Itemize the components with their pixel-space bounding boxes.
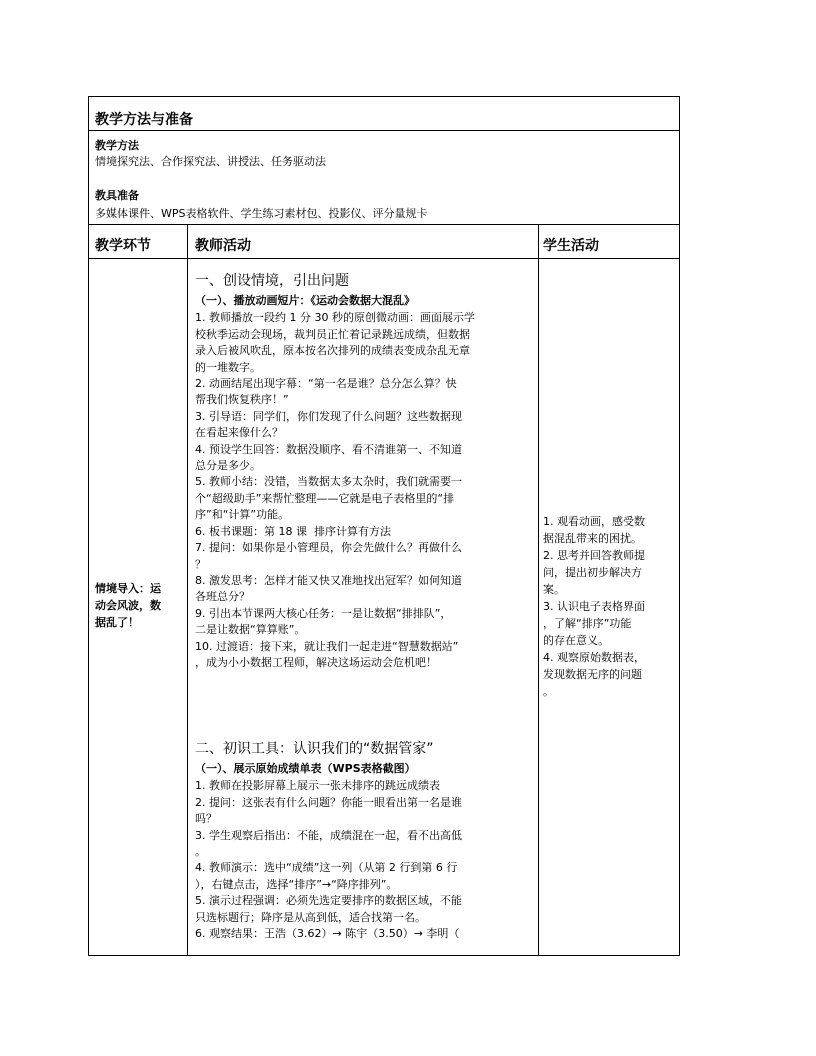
text-line: 序”和“计算”功能。 <box>195 508 290 522</box>
teacher-part-2 <box>195 739 529 942</box>
text-line: 吗？ <box>195 812 217 826</box>
part2-subheading: （一）、展示原始成绩单表（WPS表格截图） <box>195 762 416 775</box>
text-line: 9. 引出本节课两大核心任务：一是让数据“排排队”， <box>195 606 452 620</box>
text-line: ，成为小小数据工程师，解决这场运动会危机吧！ <box>195 655 437 669</box>
stage-line: 据乱了！ <box>95 616 139 629</box>
text-line: 1. 教师在投影屏幕上展示一张未排序的跳远成绩表 <box>195 779 440 793</box>
text-line: ，了解“排序”功能 <box>543 617 632 630</box>
part1-heading: 一、创设情境，引出问题 <box>195 273 349 289</box>
text-line: ？ <box>195 557 206 571</box>
teacher-part-1 <box>195 271 529 671</box>
text-line: 的存在意义。 <box>543 634 609 647</box>
text-line: 在看起来像什么？ <box>195 426 283 440</box>
part2-heading: 二、初识工具：认识我们的“数据管家” <box>195 741 434 757</box>
tools-heading: 教具准备 <box>95 189 139 202</box>
text-line: 6. 观察结果：王浩（3.62）→ 陈宇（3.50）→ 李明（ <box>195 927 460 941</box>
text-line: 个“超级助手”来帮忙整理——它就是电子表格里的“排 <box>195 491 455 505</box>
text-line: 2. 动画结尾出现字幕：“第一名是谁？总分怎么算？快 <box>195 377 457 391</box>
text-line: 3. 引导语：同学们，你们发现了什么问题？这些数据现 <box>195 409 462 423</box>
stage-line: 情境导入：运 <box>95 582 161 595</box>
text-line: 只选标题行；降序是从高到低，适合找第一名。 <box>195 910 426 924</box>
student-activity-cell <box>543 513 677 700</box>
text-line: 校秋季运动会现场，裁判员正忙着记录跳远成绩，但数据 <box>195 327 470 341</box>
text-line: 4. 教师演示：选中“成绩”这一列（从第 2 行到第 6 行 <box>195 861 458 875</box>
column-divider-1 <box>187 224 188 955</box>
text-line: ），右键点击，选择“排序”→“降序排列”。 <box>195 877 398 891</box>
text-line: 8. 激发思考：怎样才能又快又准地找出冠军？如何知道 <box>195 573 462 587</box>
rule-under-title <box>89 130 679 131</box>
text-line: 问，提出初步解决方 <box>543 566 642 579</box>
text-line: 帮我们恢复秩序！” <box>195 393 289 407</box>
text-line: 案。 <box>543 583 565 596</box>
rule-above-column-headers <box>89 224 679 225</box>
text-line: 1. 教师播放一段约 1 分 30 秒的原创微动画：画面展示学 <box>195 311 475 325</box>
text-line: 5. 教师小结：没错，当数据太多太杂时，我们就需要一 <box>195 475 462 489</box>
part1-lines <box>195 310 529 671</box>
text-line: 3. 学生观察后指出：不能，成绩混在一起，看不出高低 <box>195 828 462 842</box>
methods-heading: 教学方法 <box>95 139 139 152</box>
text-line: 3. 认识电子表格界面 <box>543 600 645 613</box>
rule-under-column-headers <box>89 258 679 259</box>
text-line: 4. 预设学生回答：数据没顺序、看不清谁第一、不知道 <box>195 442 462 456</box>
header-teacher-activity: 教师活动 <box>195 238 251 254</box>
part1-subheading: （一）、播放动画短片：《运动会数据大混乱》 <box>195 294 415 307</box>
text-line: 4. 观察原始数据表， <box>543 651 645 664</box>
text-line: 1. 观看动画，感受数 <box>543 515 645 528</box>
part2-lines <box>195 778 529 942</box>
text-line: 总分是多少。 <box>195 459 261 473</box>
text-line: 。 <box>195 845 206 859</box>
text-line: 录入后被风吹乱，原本按名次排列的成绩表变成杂乱无章 <box>195 344 470 358</box>
methods-text: 情境探究法、合作探究法、讲授法、任务驱动法 <box>95 155 326 168</box>
text-line: 2. 提问：这张表有什么问题？你能一眼看出第一名是谁 <box>195 795 462 809</box>
text-line: 发现数据无序的问题 <box>543 668 642 681</box>
text-line: 2. 思考并回答教师提 <box>543 549 645 562</box>
tools-text: 多媒体课件、WPS表格软件、学生练习素材包、投影仪、评分量规卡 <box>95 207 428 220</box>
text-line: 各班总分？ <box>195 590 250 604</box>
header-student-activity: 学生活动 <box>543 238 599 254</box>
column-divider-2 <box>538 224 539 955</box>
text-line: 6. 板书课题：第 18 课 排序计算有方法 <box>195 524 391 538</box>
text-line: 。 <box>543 685 554 698</box>
text-line: 据混乱带来的困扰。 <box>543 532 642 545</box>
text-line: 10. 过渡语：接下来，就让我们一起走进“智慧数据站” <box>195 639 459 653</box>
stage-line: 动会风波，数 <box>95 599 161 612</box>
text-line: 的一堆数字。 <box>195 360 261 374</box>
section-title: 教学方法与准备 <box>95 112 193 128</box>
text-line: 7. 提问：如果你是小管理员，你会先做什么？再做什么 <box>195 541 462 555</box>
text-line: 二是让数据“算算账”。 <box>195 623 306 637</box>
lesson-plan-table <box>88 96 680 956</box>
stage-cell <box>95 580 183 631</box>
header-teaching-stage: 教学环节 <box>95 238 151 254</box>
text-line: 5. 演示过程强调：必须先选定要排序的数据区域，不能 <box>195 894 462 908</box>
